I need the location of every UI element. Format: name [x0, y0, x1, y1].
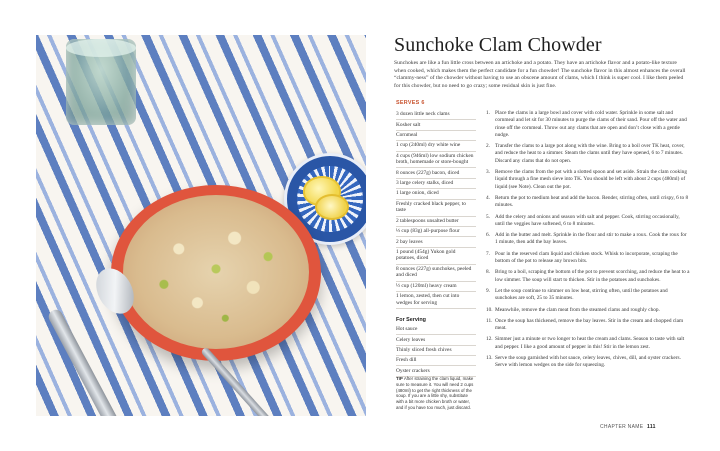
step-text: Transfer the clams to a large pot along with the wine. Bring to a boil over TK heat, cover, and reduce the heat to a simmer. Steam the clams until they have opened, 6 to 7 minutes. Discard any clams that do not open.: [495, 143, 685, 164]
method-step: [486, 143, 690, 165]
ingredient-item: 3 dozen little neck clams: [396, 110, 476, 120]
tip-label: TIP: [396, 376, 403, 381]
step-text: Add the celery and onions and season with salt and pepper. Cook, stirring occasionally, until the veggies have softened, 6 to 8 minutes.: [495, 213, 680, 227]
chowder-soup: [123, 195, 309, 349]
method-step: [486, 169, 690, 191]
serving-item: Hot sauce: [396, 325, 476, 335]
ingredient-item: ⅓ cup (83g) all-purpose flour: [396, 227, 476, 237]
method-step: [486, 251, 690, 266]
method-step: [486, 288, 690, 303]
step-number: 3.: [486, 169, 490, 176]
step-number: 7.: [486, 250, 490, 257]
recipe-title: Sunchoke Clam Chowder: [394, 34, 602, 56]
step-text: Place the clams in a large bowl and cover with cold water. Sprinkle in some salt and cornmeal and let sit for 30 minutes to purge the clams of their sand. Pour off the water and rinse off the cornmeal. Throw out any clams that are open and don’t close with a gentle nudge.: [495, 110, 687, 138]
chapter-name: CHAPTER NAME: [600, 424, 644, 430]
step-text: Once the soup has thickened, remove the bay leaves. Stir in the cream and chopped clam meat.: [495, 317, 684, 332]
ingredient-item: 1 large onion, diced: [396, 189, 476, 199]
ingredient-list: [396, 110, 476, 309]
serving-heading: For Serving: [396, 316, 426, 323]
step-text: Pour in the reserved clam liquid and chicken stock. Whisk to incorporate, scraping the bottom of the pot to release any brown bits.: [495, 250, 678, 265]
ingredient-item: ½ cup (120ml) heavy cream: [396, 282, 476, 292]
method-steps: [486, 110, 690, 374]
step-number: 11.: [486, 317, 493, 324]
serving-item: Oyster crackers: [396, 366, 476, 376]
method-step: [486, 307, 690, 314]
tip-note: [396, 376, 474, 411]
step-text: Serve the soup garnished with hot sauce, celery leaves, chives, dill, and oyster crackers. Serve with lemon wedges on the side for squeezing.: [495, 355, 681, 369]
step-text: Let the soup continue to simmer on low heat, stirring often, until the potatoes and sunchokes are soft, 25 to 35 minutes.: [495, 287, 668, 302]
page-number: 111: [647, 424, 656, 430]
ingredient-item: Freshly cracked black pepper, to taste: [396, 200, 476, 217]
ingredient-item: 1 cup (240ml) dry white wine: [396, 141, 476, 151]
step-text: Simmer just a minute or two longer to heat the cream and clams. Season to taste with salt and pepper. I like a good amount of pepper in this! Stir in the lemon zest.: [495, 336, 685, 350]
step-number: 1.: [486, 110, 490, 116]
step-text: Bring to a boil, scraping the bottom of the pot to prevent scorching, and reduce the heat to a low simmer. The soup will start to thicken. Stir in the potatoes and sunchokes.: [495, 269, 690, 283]
step-number: 2.: [486, 143, 490, 150]
step-number: 12.: [486, 336, 493, 343]
step-number: 5.: [486, 213, 490, 220]
ingredient-item: Cornmeal: [396, 131, 476, 141]
serving-item: Fresh dill: [396, 356, 476, 366]
tip-text: After straining the clam liquid, make sure to measure it. You will need 2 cups (480ml) to get the right thickness of the soup. If you are a little shy, substitute with a bit more chicken broth or water, and if you have too much, just discard.: [396, 376, 474, 410]
glass-rim: [66, 39, 136, 57]
step-text: Return the pot to medium heat and add the bacon. Render, stirring often, until crispy, 6 to 8 minutes.: [495, 194, 689, 209]
ingredient-item: 2 bay leaves: [396, 237, 476, 247]
step-number: 8.: [486, 269, 490, 276]
step-number: 13.: [486, 355, 493, 362]
ingredient-item: 8 ounces (227g) bacon, diced: [396, 168, 476, 178]
ingredient-item: 1 lemon, zested, then cut into wedges for serving: [396, 292, 476, 309]
ingredient-item: 1 pound (454g) Yukon gold potatoes, diced: [396, 248, 476, 265]
step-number: 9.: [486, 287, 490, 294]
method-step: [486, 110, 690, 139]
step-number: 6.: [486, 232, 490, 239]
page-footer: [600, 424, 656, 430]
method-step: [486, 214, 690, 229]
recipe-photo: [36, 35, 366, 416]
lemon-wedge: [315, 194, 349, 220]
ingredient-item: 2 tablespoons unsalted butter: [396, 217, 476, 227]
serving-item: Thinly sliced fresh chives: [396, 346, 476, 356]
method-step: [486, 269, 690, 284]
serving-item: Celery leaves: [396, 335, 476, 345]
step-number: 10.: [486, 306, 493, 313]
step-text: Add in the butter and melt. Sprinkle in the flour and stir to make a roux. Cook the roux for 1 minute, then add the bay leaves.: [495, 232, 687, 246]
step-text: Meanwhile, remove the clam meat from the steamed clams and roughly chop.: [495, 306, 660, 313]
method-step: [486, 336, 690, 351]
ingredient-item: 8 ounces (227g) sunchokes, peeled and diced: [396, 265, 476, 282]
recipe-intro: Sunchokes are like a fun little cross between an artichoke and a potato. They have an artichoke flavor and a potato-like texture when cooked, which makes them the perfect candidate for a fun chowder! The sunchoke flavor in this almost enhances the overall “clammy-ness” of the chowder without having to use an obscene amount of clams, which I think is super cool. I like them peeled for this chowder, but no need to go crazy; some residual skin is just fine.: [394, 60, 686, 89]
ingredient-item: Kosher salt: [396, 120, 476, 130]
serving-list: [396, 325, 476, 377]
method-step: [486, 318, 690, 333]
method-step: [486, 232, 690, 247]
ingredient-item: 3 large celery stalks, diced: [396, 179, 476, 189]
serves-label: SERVES 6: [396, 100, 425, 106]
method-step: [486, 355, 690, 370]
method-step: [486, 195, 690, 210]
ingredients-column: [396, 100, 476, 377]
chowder-bowl: [111, 185, 321, 361]
step-number: 4.: [486, 194, 490, 201]
step-text: Remove the clams from the pot with a slotted spoon and set aside. Strain the clam cooking liquid through a fine mesh sieve into TK. You should be left with about 2 cups (480ml) of liquid (see Note). Clean out the pot.: [495, 169, 687, 190]
ingredient-item: 4 cups (946ml) low sodium chicken broth, homemade or store-bought: [396, 152, 476, 169]
